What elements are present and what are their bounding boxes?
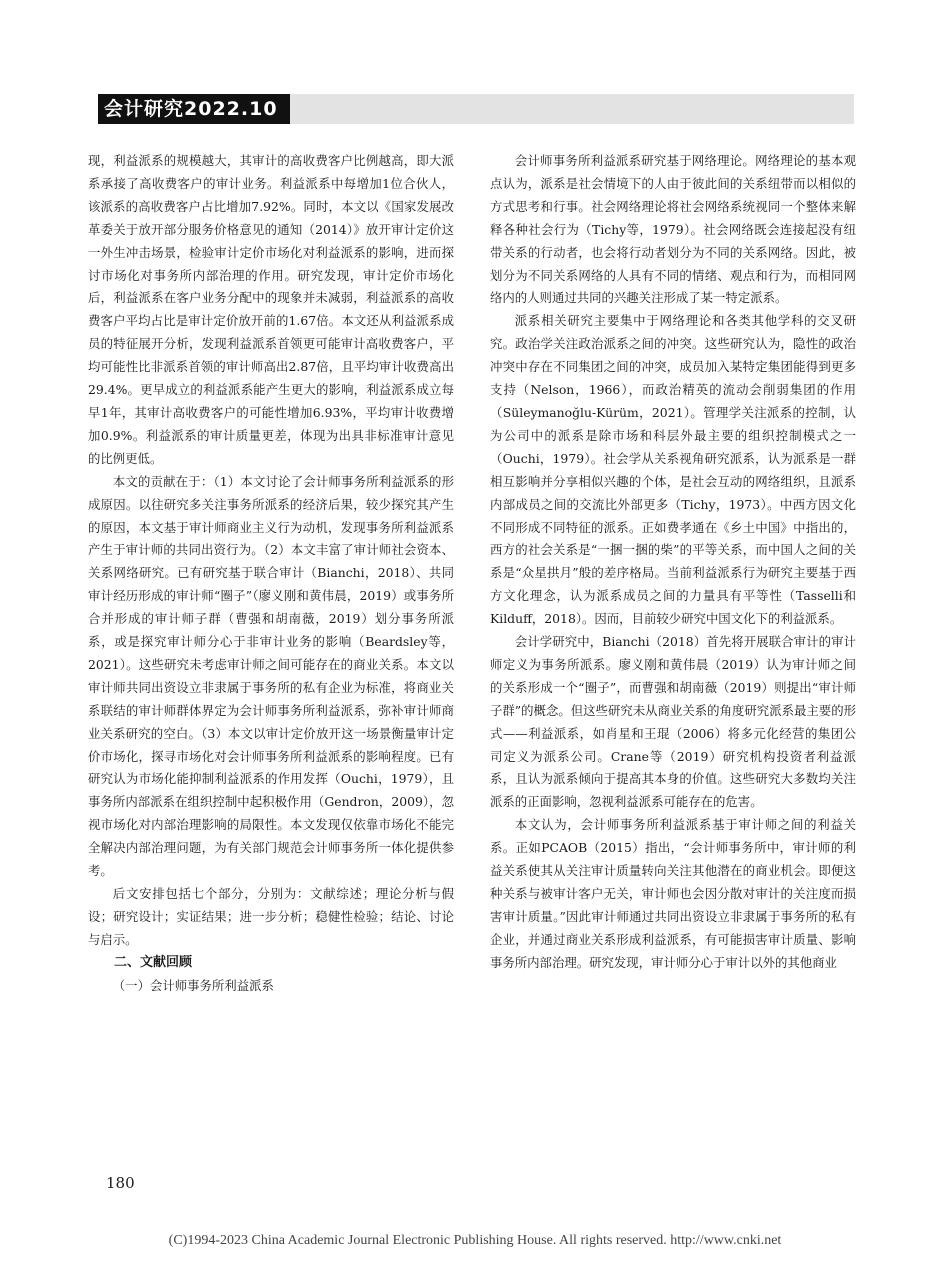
body-paragraph: 本文认为，会计师事务所利益派系基于审计师之间的利益关系。正如PCAOB（2015）指出，“会计师事务所中，审计师的利益关系使其从关注审计质量转向关注其他潜在的商业机会。即便这种关系与被审计客户无关，审计师也会因分散对审计的关注度而损害审计质量。”因此审计师通过共同出资设立非隶属于事务所的私有企业，并通过商业关系形成利益派系，有可能损害审计质量、影响事务所内部治理。研究发现，审计师分心于审计以外的其他商业 (490, 817, 856, 970)
section-heading: 二、文献回顾 (114, 954, 193, 970)
body-paragraph: 派系相关研究主要集中于网络理论和各类其他学科的交叉研究。政治学关注政治派系之间的冲突。这些研究认为，隐性的政治冲突中存在不同集团之间的冲突，成员加入某特定集团能得到更多支持（Nelson，1966），而政治精英的流动会削弱集团的作用（Süleymanoğlu-Kürüm，2021）。管理学关注派系的控制，认为公司中的派系是除市场和科层外最主要的组织控制模式之一（Ouchi，1979）。社会学从关系视角研究派系，认为派系是一群相互影响并分享相似兴趣的个体，是社会互动的网络组织，且派系内部成员之间的交流比外部更多（Tichy，1973）。中西方因文化不同形成不同特征的派系。正如费孝通在《乡土中国》中指出的，西方的社会关系是“一捆一捆的柴”的平等关系，而中国人之间的关系是“众星拱月”般的差序格局。当前利益派系行为研究主要基于西方文化理念，认为派系成员之间的力量具有平等性（Tasselli和Kilduff，2018）。因而，目前较少研究中国文化下的利益派系。 (490, 313, 856, 627)
journal-title-badge: 会计研究2022.10 (98, 94, 290, 124)
copyright-footer: (C)1994-2023 China Academic Journal Electronic Publishing House. All rights reserved. http://www.cnki.net (168, 1233, 782, 1248)
body-paragraph: 会计师事务所利益派系研究基于网络理论。网络理论的基本观点认为，派系是社会情境下的人由于彼此间的关系纽带而以相似的方式思考和行事。社会网络理论将社会网络系统视同一个整体来解释各种社会行为（Tichy等，1979）。社会网络既会连接起没有纽带关系的行动者，也会将行动者划分为不同的关系网络。因此，被划分为不同关系网络的人具有不同的情绪、观点和行为，而相同网络内的人则通过共同的兴趣关注形成了某一特定派系。 (490, 153, 856, 306)
body-paragraph: 会计学研究中，Bianchi（2018）首先将开展联合审计的审计师定义为事务所派系。廖义刚和黄伟晨（2019）认为审计师之间的关系形成一个“圈子”，而曹强和胡南薇（2019）则提出“审计师子群”的概念。但这些研究未从商业关系的角度研究派系最主要的形式——利益派系，如肖星和王琨（2006）将多元化经营的集团公司定义为派系公司。Crane等（2019）研究机构投资者利益派系，且认为派系倾向于提高其本身的价值。这些研究大多数均关注派系的正面影响，忽视利益派系可能存在的危害。 (490, 634, 856, 810)
body-paragraph: 本文的贡献在于：（1）本文讨论了会计师事务所利益派系的形成原因。以往研究多关注事务所派系的经济后果，较少探究其产生的原因，本文基于审计师商业主义行为动机，发现事务所利益派系产生于审计师的共同出资行为。（2）本文丰富了审计师社会资本、关系网络研究。已有研究基于联合审计（Bianchi，2018）、共同审计经历形成的审计师“圈子”（廖义刚和黄伟晨，2019）或事务所合并形成的审计师子群（曹强和胡南薇，2019）划分事务所派系，或是探究审计师分心于非审计业务的影响（Beardsley等，2021）。这些研究未考虑审计师之间可能存在的商业关系。本文以审计师共同出资设立非隶属于事务所的私有企业为标准，将商业关系联结的审计师群体界定为会计师事务所利益派系，弥补审计师商业关系研究的空白。（3）本文以审计定价放开这一场景衡量审计定价市场化，探寻市场化对会计师事务所利益派系的影响程度。已有研究认为市场化能抑制利益派系的作用发挥（Ouchi，1979），且事务所内部派系在组织控制中起积极作用（Gendron，2009），忽视市场化对内部治理影响的局限性。本文发现仅依靠市场化不能完全解决内部治理问题，为有关部门规范会计师事务所一体化提供参考。 (88, 473, 454, 879)
subsection-heading: （一）会计师事务所利益派系 (112, 977, 274, 993)
left-column (88, 150, 454, 998)
page-number: 180 (106, 1174, 135, 1192)
right-column (490, 150, 856, 975)
body-paragraph: 现，利益派系的规模越大，其审计的高收费客户比例越高，即大派系承接了高收费客户的审计业务。利益派系中每增加1位合伙人，该派系的高收费客户占比增加7.92%。同时，本文以《国家发展改革委关于放开部分服务价格意见的通知（2014）》放开审计定价这一外生冲击场景，检验审计定价市场化对利益派系的影响，进而探讨市场化对事务所内部治理的作用。研究发现，审计定价市场化后，利益派系在客户业务分配中的现象并未减弱，利益派系的高收费客户平均占比是审计定价放开前的1.67倍。本文还从利益派系成员的特征展开分析，发现利益派系首领更可能审计高收费客户，平均可能性比非派系首领的审计师高出2.87倍，且平均审计收费高出29.4%。更早成立的利益派系能产生更大的影响，利益派系成立每早1年，其审计高收费客户的可能性增加6.93%，平均审计收费增加0.9%。利益派系的审计质量更差，体现为出具非标准审计意见的比例更低。 (88, 153, 454, 466)
body-paragraph: 后文安排包括七个部分，分别为：文献综述；理论分析与假设；研究设计；实证结果；进一步分析；稳健性检验；结论、讨论与启示。 (88, 886, 454, 947)
